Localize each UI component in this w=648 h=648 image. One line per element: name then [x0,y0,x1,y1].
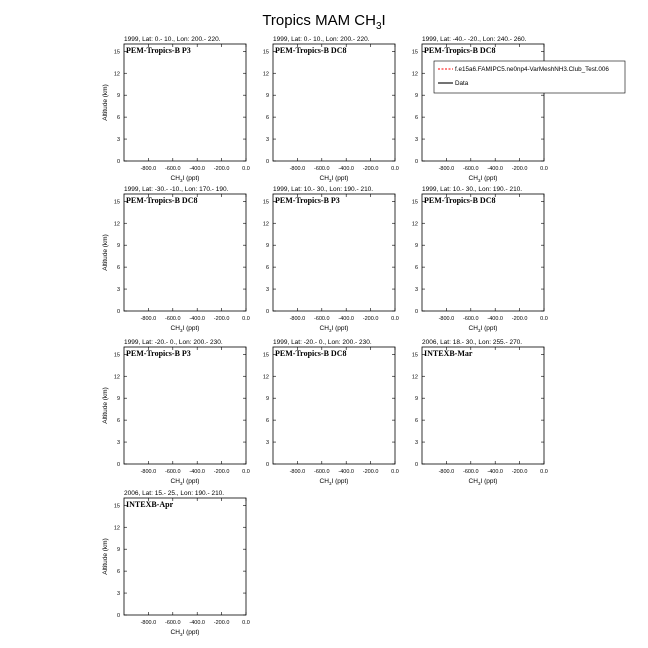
y-tick-label: 0 [116,613,120,619]
x-tick-label: -400.0 [189,166,206,172]
x-tick-label: -200.0 [213,620,230,626]
panel-inner-title: PEM-Tropics-B DC8 [275,349,347,358]
x-tick-label: -800.0 [289,469,306,475]
x-label-part: CH [468,478,478,485]
figure-title-end: I [381,12,386,29]
x-tick-label: -400.0 [189,620,206,626]
y-tick-label: 12 [113,374,120,381]
plot-frame [273,194,395,311]
plot-frame [124,347,246,464]
panel-inner-title: INTEXB-Mar [424,349,473,358]
x-tick-label: 0.0 [242,469,250,475]
panel-header: 1999, Lat: -20.- 0., Lon: 200.- 230. [124,339,223,346]
y-tick-label: 3 [414,137,418,144]
y-axis-label: Altitude (km) [102,234,109,271]
panel-inner-title: PEM-Tropics-B P3 [126,46,191,55]
x-axis-label [171,478,200,486]
x-tick-label: -200.0 [511,316,528,322]
x-axis-label [171,629,200,637]
y-tick-label: 6 [414,115,418,122]
panel-5 [263,186,399,333]
x-tick-label: -200.0 [362,316,379,322]
y-tick-label: 6 [116,418,120,425]
figure-title-subscript: 3 [375,21,382,32]
panel-header: 1999, Lat: 10.- 30., Lon: 190.- 210. [422,186,523,193]
y-tick-label: 6 [414,418,418,425]
x-tick-label: -400.0 [189,469,206,475]
x-tick-label: 0.0 [540,469,548,475]
legend [434,61,625,93]
y-axis-label: Altitude (km) [102,538,109,575]
x-tick-label: 0.0 [391,166,399,172]
plot-frame [422,194,544,311]
x-axis-label [171,175,200,183]
x-tick-label: -600.0 [462,469,479,475]
x-label-part: CH [468,325,478,332]
panel-grid [102,36,548,637]
x-label-part: CH [170,478,180,485]
x-label-subscript: 3 [179,632,183,637]
x-tick-label: 0.0 [391,316,399,322]
panel-7 [102,339,250,486]
x-tick-label: -200.0 [362,166,379,172]
x-label-part: CH [170,325,180,332]
y-tick-label: 6 [414,265,418,272]
x-tick-label: -400.0 [487,316,504,322]
x-axis-label [320,478,349,486]
panel-inner-title: INTEXB-Apr [126,500,174,509]
y-tick-label: 3 [265,440,269,447]
x-tick-label: -600.0 [313,316,330,322]
x-tick-label: -800.0 [289,316,306,322]
y-tick-label: 3 [116,591,120,598]
y-tick-label: 9 [265,396,269,403]
x-axis-label [320,175,349,183]
x-tick-label: -800.0 [438,316,455,322]
x-tick-label: -200.0 [511,469,528,475]
y-tick-label: 9 [414,93,418,100]
x-tick-label: -800.0 [438,166,455,172]
y-tick-label: 15 [113,352,120,359]
y-tick-label: 6 [116,569,120,576]
panel-1 [102,36,250,183]
legend-label: f.e15a6.FAMIPC5.ne0np4-VarMeshNH3.Club_Test.006 [455,66,609,73]
y-tick-label: 0 [265,159,269,165]
x-tick-label: -800.0 [438,469,455,475]
x-tick-label: 0.0 [242,620,250,626]
y-tick-label: 0 [265,462,269,468]
y-tick-label: 12 [411,221,418,228]
y-tick-label: 12 [262,221,269,228]
legend-label: Data [455,80,469,87]
figure-title [262,12,385,32]
x-tick-label: -800.0 [140,620,157,626]
panel-inner-title: PEM-Tropics-B P3 [275,196,340,205]
y-tick-label: 12 [113,221,120,228]
x-axis-label [469,478,498,486]
panel-inner-title: PEM-Tropics-B P3 [126,349,191,358]
x-tick-label: 0.0 [540,166,548,172]
y-tick-label: 0 [265,309,269,315]
y-tick-label: 9 [265,93,269,100]
panel-header: 1999, Lat: 0.- 10., Lon: 200.- 220. [124,36,221,43]
panel-header: 1999, Lat: -20.- 0., Lon: 200.- 230. [273,339,372,346]
x-label-subscript: 3 [179,481,183,486]
y-tick-label: 15 [113,49,120,56]
y-tick-label: 6 [265,418,269,425]
plot-frame [124,44,246,161]
x-label-part: I (ppt) [480,175,498,182]
x-axis-label [320,325,349,333]
x-label-part: CH [170,629,180,636]
y-tick-label: 0 [414,462,418,468]
y-tick-label: 15 [262,352,269,359]
x-tick-label: -400.0 [189,316,206,322]
x-tick-label: -600.0 [164,469,181,475]
y-tick-label: 12 [262,71,269,78]
panel-header: 1999, Lat: -40.- -20., Lon: 240.- 260. [422,36,527,43]
y-tick-label: 9 [116,547,120,554]
x-label-part: I (ppt) [331,175,349,182]
panel-header: 1999, Lat: 0.- 10., Lon: 200.- 220. [273,36,370,43]
x-axis-label [469,175,498,183]
x-tick-label: 0.0 [391,469,399,475]
y-tick-label: 15 [113,199,120,206]
x-tick-label: -800.0 [140,469,157,475]
panel-6 [412,186,548,333]
y-tick-label: 12 [113,525,120,532]
y-tick-label: 0 [116,309,120,315]
x-tick-label: -400.0 [338,316,355,322]
y-tick-label: 12 [262,374,269,381]
y-tick-label: 3 [265,137,269,144]
x-tick-label: -600.0 [164,620,181,626]
x-tick-label: -600.0 [164,166,181,172]
x-tick-label: -200.0 [213,469,230,475]
plot-frame [124,498,246,615]
x-tick-label: -600.0 [462,316,479,322]
y-tick-label: 9 [414,396,418,403]
figure-title-main: Tropics MAM CH [262,12,376,29]
x-label-part: CH [319,325,329,332]
y-tick-label: 12 [411,374,418,381]
x-tick-label: 0.0 [540,316,548,322]
x-tick-label: 0.0 [242,316,250,322]
x-label-part: I (ppt) [331,478,349,485]
x-label-part: I (ppt) [182,478,200,485]
x-label-part: I (ppt) [182,629,200,636]
x-tick-label: 0.0 [242,166,250,172]
y-tick-label: 15 [411,199,418,206]
x-axis-label [469,325,498,333]
y-tick-label: 6 [265,115,269,122]
y-tick-label: 9 [265,243,269,250]
y-tick-label: 12 [411,71,418,78]
plot-frame [422,347,544,464]
x-tick-label: -400.0 [487,469,504,475]
x-label-part: I (ppt) [182,325,200,332]
y-tick-label: 12 [113,71,120,78]
panel-2 [263,36,399,183]
y-tick-label: 15 [411,49,418,56]
x-label-part: CH [170,175,180,182]
x-tick-label: -600.0 [313,469,330,475]
x-tick-label: -600.0 [313,166,330,172]
x-tick-label: -200.0 [213,316,230,322]
x-label-part: CH [319,175,329,182]
y-tick-label: 3 [265,287,269,294]
x-tick-label: -400.0 [487,166,504,172]
panel-inner-title: PEM-Tropics-B DC8 [424,46,496,55]
plot-frame [124,194,246,311]
x-tick-label: -200.0 [511,166,528,172]
y-tick-label: 9 [414,243,418,250]
x-label-subscript: 3 [477,328,481,333]
x-label-part: CH [468,175,478,182]
y-tick-label: 9 [116,243,120,250]
x-label-part: CH [319,478,329,485]
x-label-part: I (ppt) [480,325,498,332]
x-tick-label: -600.0 [462,166,479,172]
x-label-part: I (ppt) [480,478,498,485]
y-tick-label: 15 [411,352,418,359]
y-tick-label: 15 [262,199,269,206]
x-label-subscript: 3 [328,178,332,183]
y-tick-label: 0 [414,309,418,315]
x-label-subscript: 3 [328,481,332,486]
panel-header: 1999, Lat: 10.- 30., Lon: 190.- 210. [273,186,374,193]
x-label-subscript: 3 [328,328,332,333]
panel-header: 2006, Lat: 15.- 25., Lon: 190.- 210. [124,490,225,497]
x-label-subscript: 3 [179,328,183,333]
plot-frame [273,347,395,464]
panel-inner-title: PEM-Tropics-B DC8 [424,196,496,205]
panel-10 [102,490,250,637]
x-label-subscript: 3 [477,481,481,486]
y-tick-label: 6 [116,115,120,122]
y-tick-label: 3 [116,287,120,294]
y-tick-label: 9 [116,93,120,100]
panel-3 [412,36,548,183]
x-label-subscript: 3 [179,178,183,183]
panel-inner-title: PEM-Tropics-B DC8 [275,46,347,55]
y-tick-label: 15 [113,503,120,510]
y-tick-label: 3 [414,440,418,447]
y-axis-label: Altitude (km) [102,84,109,121]
panel-header: 2006, Lat: 18.- 30., Lon: 255.- 270. [422,339,523,346]
y-tick-label: 0 [116,159,120,165]
y-tick-label: 6 [116,265,120,272]
x-tick-label: -800.0 [289,166,306,172]
panel-9 [412,339,548,486]
x-label-subscript: 3 [477,178,481,183]
panel-4 [102,186,250,333]
x-tick-label: -200.0 [362,469,379,475]
x-label-part: I (ppt) [331,325,349,332]
plot-frame [273,44,395,161]
x-label-part: I (ppt) [182,175,200,182]
panel-header: 1999, Lat: -30.- -10., Lon: 170.- 190. [124,186,229,193]
panel-inner-title: PEM-Tropics-B DC8 [126,196,198,205]
x-axis-label [171,325,200,333]
panel-8 [263,339,399,486]
y-tick-label: 6 [265,265,269,272]
y-tick-label: 0 [414,159,418,165]
x-tick-label: -600.0 [164,316,181,322]
x-tick-label: -400.0 [338,469,355,475]
y-tick-label: 3 [414,287,418,294]
y-tick-label: 3 [116,137,120,144]
x-tick-label: -800.0 [140,166,157,172]
x-tick-label: -200.0 [213,166,230,172]
x-tick-label: -400.0 [338,166,355,172]
y-tick-label: 15 [262,49,269,56]
y-tick-label: 0 [116,462,120,468]
y-tick-label: 3 [116,440,120,447]
x-tick-label: -800.0 [140,316,157,322]
y-tick-label: 9 [116,396,120,403]
y-axis-label: Altitude (km) [102,387,109,424]
